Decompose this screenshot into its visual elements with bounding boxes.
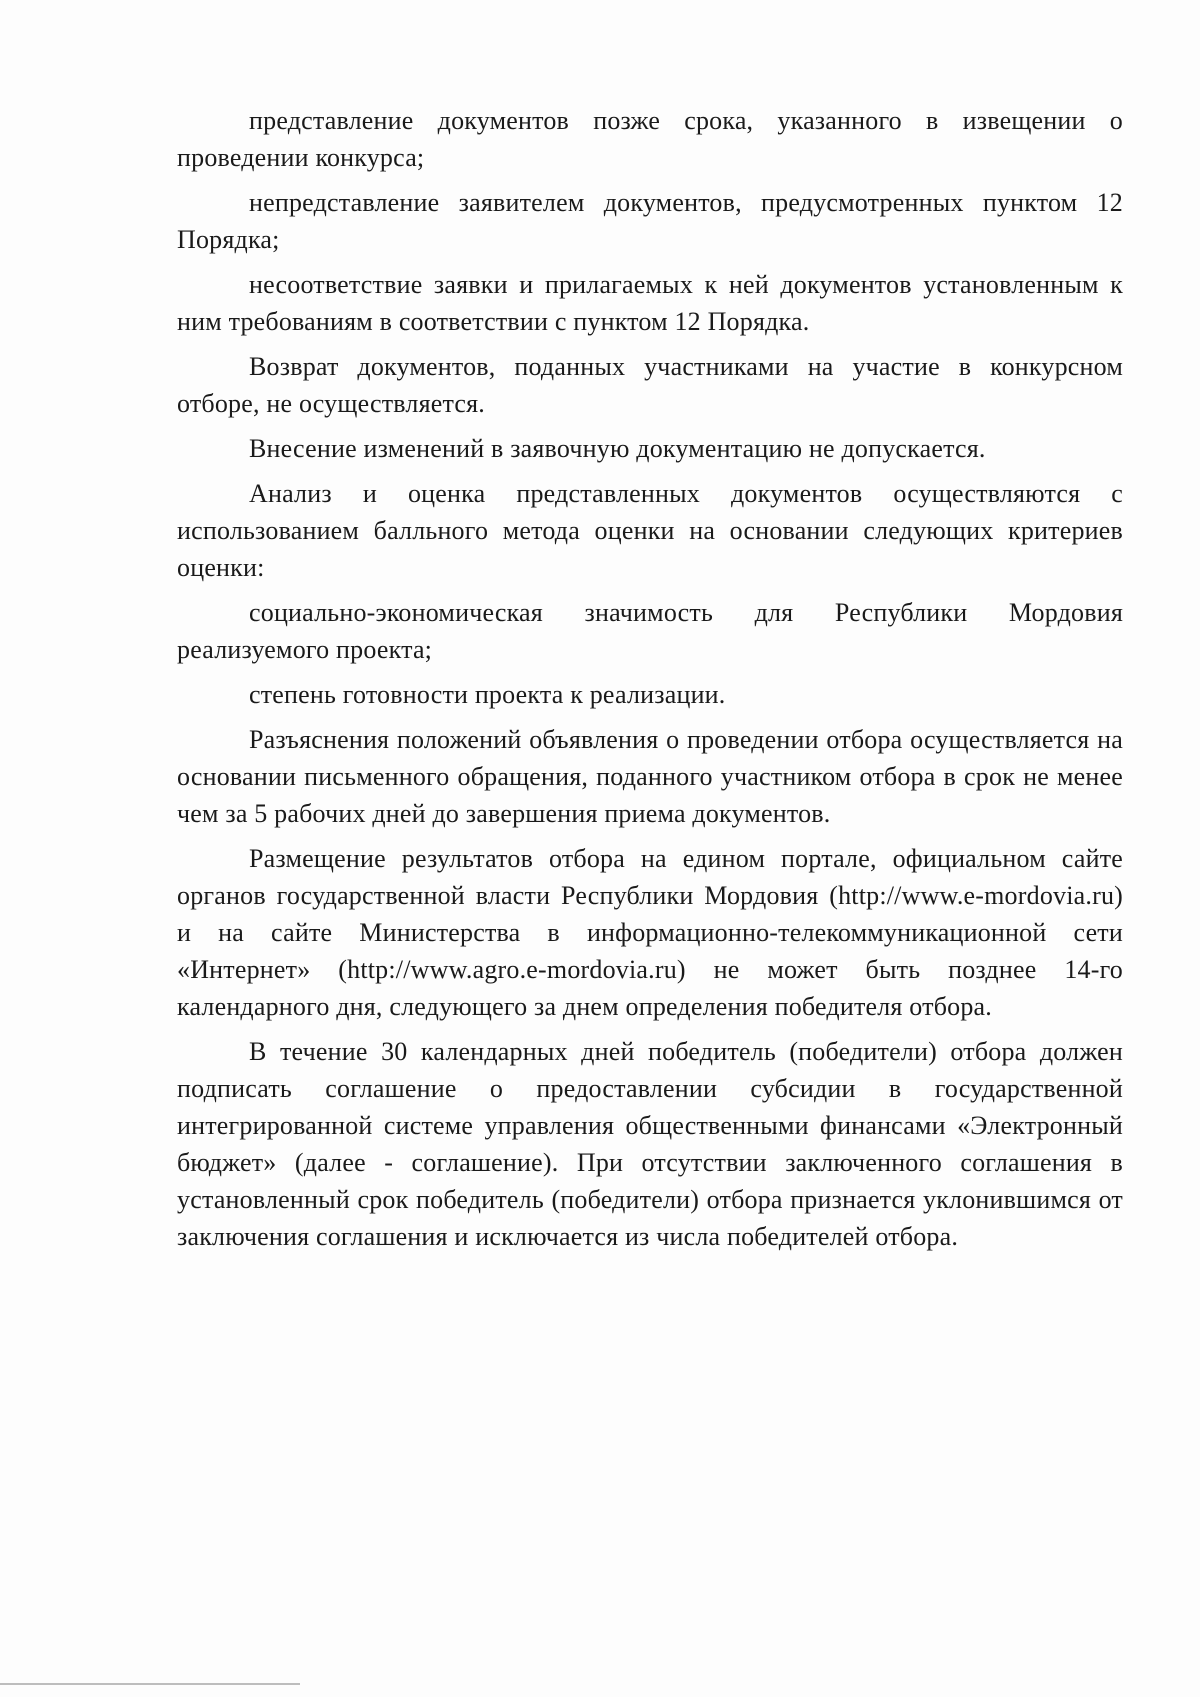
paragraph-noncompliance: несоответствие заявки и прилагаемых к ней документов установленным к ним требованиям в соответствии с пунктом 12 Порядка. [177,270,1123,336]
paragraph-no-return: Возврат документов, поданных участниками на участие в конкурсном отборе, не осуществляется. [177,352,1123,418]
scan-edge-line [0,1683,300,1685]
document-body [177,102,1123,1263]
paragraph-criterion-significance: социально-экономическая значимость для Республики Мордовия реализуемого проекта; [177,598,1123,664]
paragraph-agreement: В течение 30 календарных дней победитель (победители) отбора должен подписать соглашение о предоставлении субсидии в государственной интегрированной системе управления общественными финансами «Электронный бюджет» (далее - соглашение). При отсутствии заключенного соглашения в установленный срок победитель (победители) отбора признается уклонившимся от заключения соглашения и исключается из числа победителей отбора. [177,1037,1123,1251]
paragraph-clarifications: Разъяснения положений объявления о проведении отбора осуществляется на основании письменного обращения, поданного участником отбора в срок не менее чем за 5 рабочих дней до завершения приема документов. [177,725,1123,828]
paragraph-late-submission: представление документов позже срока, указанного в извещении о проведении конкурса; [177,106,1123,172]
paragraph-missing-documents: непредставление заявителем документов, предусмотренных пунктом 12 Порядка; [177,188,1123,254]
paragraph-no-changes: Внесение изменений в заявочную документацию не допускается. [249,434,986,463]
paragraph-criterion-readiness: степень готовности проекта к реализации. [249,680,726,709]
paragraph-evaluation-method: Анализ и оценка представленных документов осуществляются с использованием балльного метода оценки на основании следующих критериев оценки: [177,479,1123,582]
paragraph-publication: Размещение результатов отбора на едином портале, официальном сайте органов государственной власти Республики Мордовия (http://www.e-mordovia.ru) и на сайте Министерства в информационно-телекоммуникационной сети «Интернет» (http://www.agro.e-mordovia.ru) не может быть позднее 14-го календарного дня, следующего за днем определения победителя отбора. [177,844,1123,1021]
